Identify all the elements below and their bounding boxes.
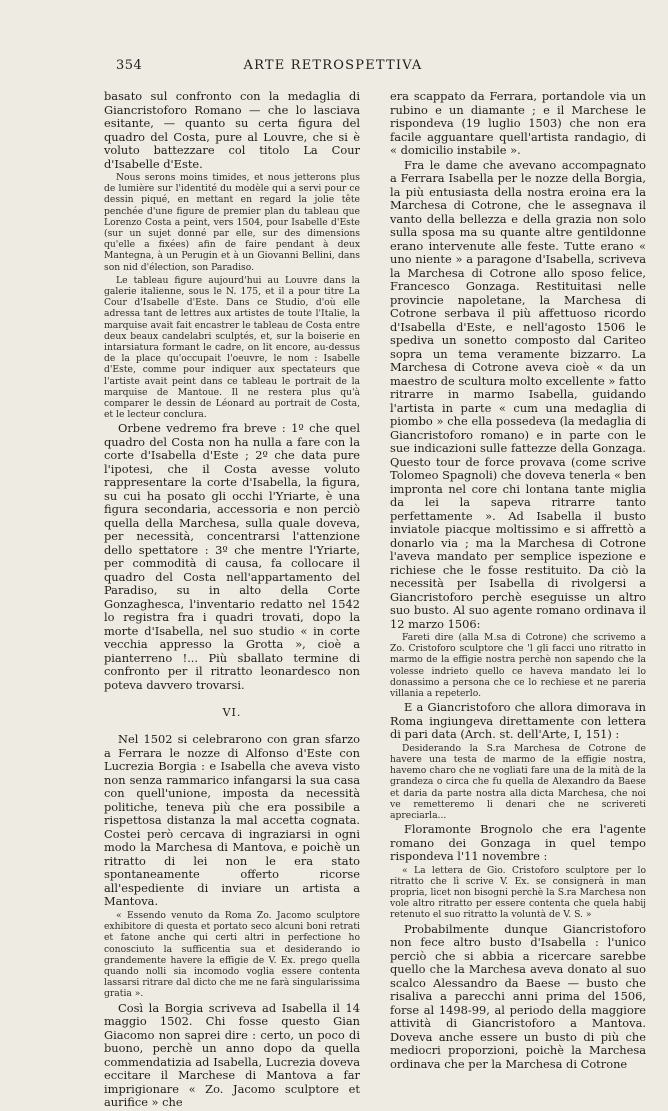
paragraph: Orbene vedremo fra breve : 1º che quel quadro del Costa non ha nulla a fare con la corte d'Isabella d'Este ; 2º che data pure l'ipotesi, che il Costa avesse voluto rappresentare la corte d'Isabella, la figura, su cui ha posato gli occhi l'Yriarte, è una figura secondaria, accessoria e non perciò quella della Marchesa, sulla quale doveva, per necessità, concentrarsi l'attenzione dello spettatore : 3º che mentre l'Yriarte, per commodità di causa, fa collocare il quadro del Costa nell'appartamento del Paradiso, su in alto della Corte Gonzaghesca, l'inventario redatto nel 1542 lo registra fra i quadri trovati, dopo la morte d'Isabella, nel suo studio « in corte vecchia appresso la Grotta », cioè a pianterreno !... Più sballato termine di confronto per il ritratto leonardesco non poteva davvero trovarsi. xyxy=(104,421,360,692)
paragraph: E a Giancristoforo che allora dimorava in Roma ingiungeva direttamente con lettera di pari data (Arch. st. dell'Arte, I, 151) : xyxy=(390,700,646,742)
section-heading: VI. xyxy=(222,706,242,720)
footnote-quote: Le tableau figure aujourd'hui au Louvre dans la galerie italienne, sous le N. 175, et il a pour titre La Cour d'Isabelle d'Este. Dans ce Studio, d'où elle adressa tant de lettres aux artistes de toute l'Italie, la marquise avait fait encastrer le tableau de Costa entre deux beaux candelabri sculptés, et, sur la boiserie en intarsiatura formant le cadre, on lit encore, au-dessus de la place qu'occupait l'oeuvre, le nom : Isabelle d'Este, comme pour indiquer aux spectateurs que l'artiste avait peint dans ce tableau le portrait de la marquise de Mantoue. Il ne restera plus qu'à comparer le dessin de Léonard au portrait de Costa, et le lecteur conclura. xyxy=(104,274,360,421)
running-title: ARTE RETROSPETTIVA xyxy=(243,58,423,73)
letter-quote: « La lettera de Gio. Cristoforo sculptore per lo ritratto che lì scrive V. Ex. se consignerà in man propria, licet non bisogni perchè la S.ra Marchesa non vole altro ritratto per essere contenta che quela habij retenuto el suo ritratto la voluntà de V. S. » xyxy=(390,864,646,921)
left-column xyxy=(104,90,360,1111)
paragraph: Fra le dame che avevano accompagnato a Ferrara Isabella per le nozze della Borgia, la più entusiasta della nostra eroina era la Marchesa di Cotrone, che le assegnava il vanto della bellezza e della grazia non solo sulla sposa ma su quante altre gentildonne erano intervenute alle feste. Tutte erano « uno niente » a paragone d'Isabella, scriveva la Marchesa di Cotrone allo sposo felice, Francesco Gonzaga. Restituitasi nelle provincie napoletane, la Marchesa di Cotrone serbava il più affettuoso ricordo d'Isabella d'Este, e nell'agosto 1506 le spediva un sonetto composto dal Cariteo sopra un tema veramente bizzarro. La Marchesa di Cotrone aveva cioè « da un maestro de scultura molto excellente » fatto ritrarre in marmo Isabella, guidando l'artista in parte « cum una medaglia di piombo » che ella possedeva (la medaglia di Giancristoforo romano) e in parte con le sue indicazioni sulle fattezze della Gonzaga. Questo tour de force provava (come scrive Tolomeo Spagnoli) che doveva tenerla « ben impronta nel core chi lontana tante miglia da lei la sapeva ritrarre tanto perfettamente ». Ad Isabella il busto inviatole piacque moltissimo e si affrettò a donarlo via ; ma la Marchesa di Cotrone l'aveva mandato per semplice ispezione e richiese che le fosse restituito. Da ciò la necessità per Isabella di rivolgersi a Giancristoforo perchè eseguisse un altro suo busto. Al suo agente romano ordinava il 12 marzo 1506: xyxy=(390,157,646,631)
paragraph: Così la Borgia scriveva ad Isabella il 14 maggio 1502. Chi fosse questo Gian Giacomo non saprei dire : certo, un poco di buono, perchè un anno dopo da quella commendatizia ad Isabella, Lucrezia doveva eccitare il Marchese di Mantova a far imprigionare « Zo. Jacomo sculptore et aurifice » che xyxy=(104,1000,360,1110)
paragraph: era scappato da Ferrara, portandole via un rubino e un diamante ; e il Marchese le rispondeva (19 luglio 1503) che non era facile agguantare quell'artista randagio, di « domicilio instabile ». xyxy=(390,89,646,157)
letter-quote: « Essendo venuto da Roma Zo. Jacomo sculptore exhibitore di questa et portato seco alcuni boni retrati et fatone anche qui certi altri in perfectione ho conosciuto la sufficentia sua et desiderando io grandemente havere la effigie de V. Ex. prego quella quando nolli sia incomodo voglia essere contenta lassarsi ritrare dal dicto che me ne farà singularissima gratia ». xyxy=(104,909,360,1000)
page-number: 354 xyxy=(116,58,143,73)
paragraph: Floramonte Brognolo che era l'agente romano dei Gonzaga in quel tempo rispondeva l'11 novembre : xyxy=(390,822,646,864)
footnote-quote: Nous serons moins timides, et nous jetterons plus de lumière sur l'identité du modèle qui a servi pour ce dessin piqué, en mettant en regard la jolie tête penchée d'une figure de premier plan du tableau que Lorenzo Costa a peint, vers 1504, pour Isabelle d'Este (sur un sujet donné par elle, sur des dimensions qu'elle a fixées) afin de faire pendant à deux Mantegna, à un Perugin et à un Giovanni Bellini, dans son nid d'élection, son Paradiso. xyxy=(104,172,360,273)
page-header xyxy=(116,58,550,76)
letter-quote: Desiderando la S.ra Marchesa de Cotrone de havere una testa de marmo de la effigie nostra, havemo charo che ne vogliati fare una de la mità de la grandeza o circa che fu quella de Alexandro da Baese et daria da parte nostra alla dicta Marchesa, che noi ve remetteremo li denari che ne scrivereti apreciarla... xyxy=(390,742,646,821)
paragraph: Probabilmente dunque Giancristoforo non fece altro busto d'Isabella : l'unico perciò che si abbia a ricercare sarebbe quello che la Marchesa aveva donato al suo scalco Alessandro da Baese — busto che risaliva a parecchi anni prima del 1506, forse al 1498-99, al periodo della maggiore attività di Giancristoforo a Mantova. Doveva anche essere un busto di più che mediocri proporzioni, poichè la Marchesa ordinava che per la Marchesa di Cotrone xyxy=(390,921,646,1071)
paragraph: basato sul confronto con la medaglia di Giancristoforo Romano — che lo lasciava esitante, — quanto su certa figura del quadro del Costa, pure al Louvre, che si è voluto battezzare col titolo La Cour d'Isabelle d'Este. xyxy=(104,89,360,171)
letter-quote: Fareti dire (alla M.sa di Cotrone) che scrivemo a Zo. Cristoforo sculptore che 'l gli facci uno ritratto in marmo de la effigie nostra perchè non sapendo che la volesse indrieto quello ce haveva mandato lei lo donassimo a persona che ce lo rechiese et ne pareria villania a repeterlo. xyxy=(390,632,646,700)
right-column xyxy=(390,90,646,1072)
paragraph: Nel 1502 si celebrarono con gran sfarzo a Ferrara le nozze di Alfonso d'Este con Lucrezia Borgia : e Isabella che aveva visto non senza rammarico infangarsi la sua casa con quell'unione, imposta da necessità politiche, teneva più che era possibile a rispettosa distanza la mal accetta cognata. Costei però cercava di ingraziarsi in ogni modo la Marchesa di Mantova, e poichè un ritratto di lei non le era stato spontaneamente offerto ricorse all'espediente di inviare un artista a Mantova. xyxy=(104,732,360,909)
